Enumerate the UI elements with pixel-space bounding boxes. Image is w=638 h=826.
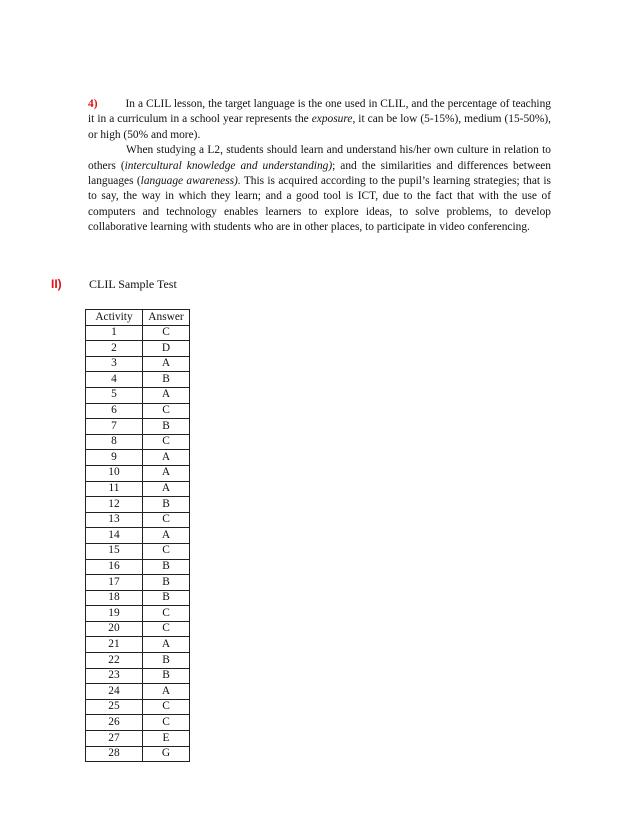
table-row	[86, 341, 190, 357]
table-row	[86, 699, 190, 715]
header-answer: Answer	[143, 310, 190, 326]
table-row	[86, 575, 190, 591]
activity-cell: 13	[86, 512, 143, 528]
activity-cell: 25	[86, 699, 143, 715]
answer-cell: A	[143, 465, 190, 481]
answer-cell: C	[143, 606, 190, 622]
answer-cell: A	[143, 637, 190, 653]
activity-cell: 19	[86, 606, 143, 622]
answer-cell: C	[143, 434, 190, 450]
table-body	[86, 325, 190, 762]
answer-cell: B	[143, 497, 190, 513]
item-4-paragraph-2	[88, 143, 551, 235]
answer-cell: C	[143, 403, 190, 419]
answer-cell: B	[143, 419, 190, 435]
table-row	[86, 621, 190, 637]
p2-emphasis-1: intercultural knowledge and understanding)	[124, 159, 333, 172]
table-row	[86, 606, 190, 622]
table-row	[86, 419, 190, 435]
item-number: 4)	[88, 98, 98, 110]
table-row	[86, 731, 190, 747]
activity-cell: 17	[86, 575, 143, 591]
activity-cell: 23	[86, 668, 143, 684]
table-row	[86, 590, 190, 606]
table-row	[86, 372, 190, 388]
table-row	[86, 403, 190, 419]
p2-emphasis-2: language awareness).	[140, 175, 241, 188]
activity-cell: 24	[86, 684, 143, 700]
table-row	[86, 653, 190, 669]
activity-cell: 26	[86, 715, 143, 731]
answer-cell: B	[143, 590, 190, 606]
table-header-row	[86, 310, 190, 326]
answer-cell: C	[143, 621, 190, 637]
answer-cell: A	[143, 356, 190, 372]
p1-text-before: In a CLIL lesson, the target language is the one used in CLIL, and the percentage of teaching it in a curriculum in a school year represents the	[88, 98, 551, 126]
activity-cell: 11	[86, 481, 143, 497]
p2-text-middle: ; and the similarities and differences between languages (	[88, 159, 552, 188]
answer-cell: G	[143, 746, 190, 762]
answer-cell: C	[143, 325, 190, 341]
answer-cell: A	[143, 450, 190, 466]
activity-cell: 6	[86, 403, 143, 419]
activity-cell: 9	[86, 450, 143, 466]
activity-cell: 4	[86, 372, 143, 388]
activity-cell: 3	[86, 356, 143, 372]
table-row	[86, 559, 190, 575]
answer-cell: B	[143, 668, 190, 684]
table-row	[86, 434, 190, 450]
table-row	[86, 715, 190, 731]
table-row	[86, 356, 190, 372]
answer-cell: B	[143, 653, 190, 669]
table-row	[86, 637, 190, 653]
table-row	[86, 543, 190, 559]
table-row	[86, 668, 190, 684]
p2-text-after: This is acquired according to the pupil’s learning strategies; that is to say, the way in which they learn; and a good tool is ICT, due to the fact that with the use of computers and technology enables learners to explore ideas, to solve problems, to develop collaborative learning with students who are in other places, to participate in video conferencing.	[88, 175, 551, 234]
item-4-paragraph-1	[88, 97, 551, 143]
answer-table	[85, 309, 190, 762]
answer-cell: A	[143, 481, 190, 497]
table-row	[86, 497, 190, 513]
header-activity: Activity	[86, 310, 143, 326]
activity-cell: 8	[86, 434, 143, 450]
table-row	[86, 450, 190, 466]
table-row	[86, 481, 190, 497]
answer-cell: A	[143, 387, 190, 403]
answer-cell: B	[143, 575, 190, 591]
activity-cell: 21	[86, 637, 143, 653]
activity-cell: 18	[86, 590, 143, 606]
answer-cell: C	[143, 512, 190, 528]
activity-cell: 10	[86, 465, 143, 481]
activity-cell: 15	[86, 543, 143, 559]
answer-cell: D	[143, 341, 190, 357]
activity-cell: 28	[86, 746, 143, 762]
table-row	[86, 512, 190, 528]
activity-cell: 27	[86, 731, 143, 747]
activity-cell: 12	[86, 497, 143, 513]
item-4-block	[88, 97, 551, 236]
activity-cell: 7	[86, 419, 143, 435]
p1-text-after: , it can be low (5-15%), medium (15-50%), or high (50% and more).	[88, 113, 551, 141]
p2-text-before: When studying a L2, students should learn and understand his/her own culture in relation to others (	[88, 144, 551, 172]
table-row	[86, 528, 190, 544]
section-title: CLIL Sample Test	[89, 277, 177, 291]
activity-cell: 5	[86, 387, 143, 403]
answer-cell: B	[143, 372, 190, 388]
activity-cell: 16	[86, 559, 143, 575]
activity-cell: 2	[86, 341, 143, 357]
p1-emphasis: exposure	[311, 113, 353, 126]
activity-cell: 14	[86, 528, 143, 544]
answer-cell: C	[143, 699, 190, 715]
answer-cell: B	[143, 559, 190, 575]
activity-cell: 1	[86, 325, 143, 341]
table-row	[86, 325, 190, 341]
activity-cell: 20	[86, 621, 143, 637]
answer-cell: A	[143, 528, 190, 544]
answer-cell: C	[143, 543, 190, 559]
table-row	[86, 746, 190, 762]
table-row	[86, 465, 190, 481]
section-numeral: II)	[51, 277, 62, 291]
answer-cell: E	[143, 731, 190, 747]
answer-cell: A	[143, 684, 190, 700]
activity-cell: 22	[86, 653, 143, 669]
answer-cell: C	[143, 715, 190, 731]
table-row	[86, 684, 190, 700]
table-row	[86, 387, 190, 403]
